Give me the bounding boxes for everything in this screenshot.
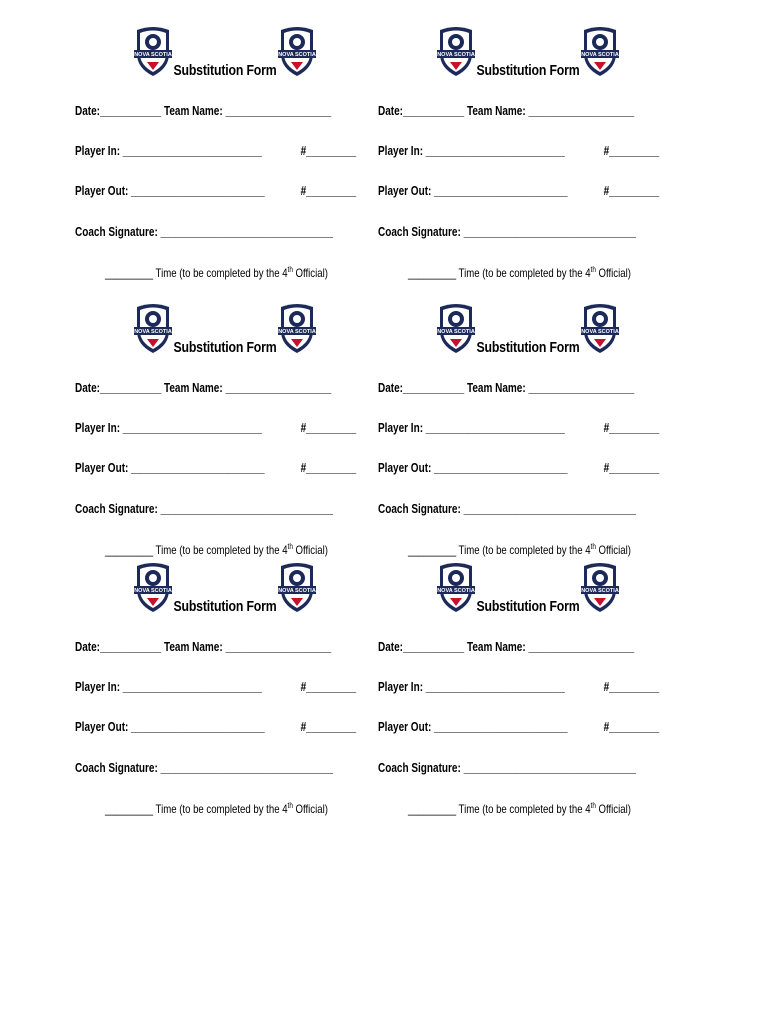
player-in-number (301, 680, 357, 694)
substitution-form (75, 24, 375, 284)
player-in-row (378, 680, 660, 694)
player-out-number (604, 184, 660, 198)
substitution-form (75, 301, 375, 561)
date-field[interactable]: ___________ (100, 381, 162, 395)
coach-signature-row (378, 502, 636, 516)
logo-wordmark: NOVA SCOTIA (581, 588, 619, 594)
player-in-field[interactable]: _________________________ (423, 680, 565, 694)
time-superscript: th (590, 542, 596, 551)
number-label: # (300, 421, 307, 435)
coach-signature-row (378, 761, 636, 775)
team-name-label: Team Name: (161, 104, 226, 118)
player-out-field[interactable]: ________________________ (434, 184, 568, 198)
coach-signature-field[interactable]: _______________________________ (160, 225, 333, 239)
logo-wordmark: NOVA SCOTIA (134, 329, 172, 335)
time-superscript: th (287, 265, 293, 274)
coach-signature-field[interactable]: _______________________________ (463, 225, 636, 239)
coach-signature-row (75, 225, 333, 239)
player-in-field[interactable]: _________________________ (120, 421, 262, 435)
number-field[interactable]: _________ (609, 421, 660, 435)
coach-signature-label: Coach Signature: (378, 225, 464, 239)
time-superscript: th (287, 542, 293, 551)
player-out-row (75, 720, 357, 734)
logo-wordmark: NOVA SCOTIA (581, 329, 619, 335)
player-in-row (378, 421, 660, 435)
substitution-form (378, 301, 678, 561)
team-name-label: Team Name: (464, 381, 529, 395)
time-field[interactable]: _________ (105, 266, 154, 280)
player-out-number (301, 461, 357, 475)
team-name-field[interactable]: ___________________ (225, 381, 332, 395)
time-label-end: Official) (595, 266, 631, 280)
time-row (408, 542, 631, 557)
form-title: Substitution Form (476, 62, 580, 79)
player-in-label: Player In: (378, 680, 424, 694)
date-label: Date: (378, 381, 404, 395)
logo-wordmark: NOVA SCOTIA (437, 329, 475, 335)
time-row (105, 801, 328, 816)
player-out-row (378, 461, 660, 475)
player-out-label: Player Out: (378, 184, 435, 198)
player-out-label: Player Out: (378, 461, 435, 475)
logo-wordmark: NOVA SCOTIA (581, 52, 619, 58)
time-label: Time (to be completed by the 4 (456, 802, 591, 816)
number-label: # (300, 144, 307, 158)
time-row (408, 265, 631, 280)
form-title: Substitution Form (173, 598, 277, 615)
number-label: # (603, 461, 610, 475)
player-in-label: Player In: (75, 144, 121, 158)
player-in-number (604, 421, 660, 435)
team-name-field[interactable]: ___________________ (528, 381, 635, 395)
number-field[interactable]: _________ (609, 461, 660, 475)
player-out-number (604, 461, 660, 475)
number-field[interactable]: _________ (609, 184, 660, 198)
coach-signature-label: Coach Signature: (75, 761, 161, 775)
player-in-number (604, 144, 660, 158)
number-field[interactable]: _________ (306, 720, 357, 734)
substitution-form (75, 560, 375, 820)
player-in-number (301, 144, 357, 158)
form-title: Substitution Form (173, 62, 277, 79)
number-label: # (300, 720, 307, 734)
time-label: Time (to be completed by the 4 (456, 266, 591, 280)
number-label: # (603, 680, 610, 694)
team-name-label: Team Name: (464, 104, 529, 118)
team-name-label: Team Name: (464, 640, 529, 654)
substitution-form (378, 560, 678, 820)
team-name-field[interactable]: ___________________ (528, 104, 635, 118)
player-out-field[interactable]: ________________________ (131, 461, 265, 475)
number-label: # (603, 144, 610, 158)
time-superscript: th (590, 801, 596, 810)
number-field[interactable]: _________ (306, 421, 357, 435)
time-label-end: Official) (292, 543, 328, 557)
date-team-row (75, 381, 332, 395)
number-field[interactable]: _________ (609, 144, 660, 158)
player-out-row (75, 184, 357, 198)
player-out-number (301, 184, 357, 198)
date-field[interactable]: ___________ (100, 640, 162, 654)
coach-signature-label: Coach Signature: (378, 761, 464, 775)
player-out-field[interactable]: ________________________ (131, 720, 265, 734)
time-field[interactable]: _________ (408, 802, 457, 816)
number-label: # (603, 184, 610, 198)
number-field[interactable]: _________ (306, 144, 357, 158)
date-label: Date: (378, 640, 404, 654)
coach-signature-label: Coach Signature: (75, 502, 161, 516)
time-field[interactable]: _________ (408, 543, 457, 557)
player-in-field[interactable]: _________________________ (423, 144, 565, 158)
player-in-label: Player In: (75, 680, 121, 694)
form-title: Substitution Form (476, 339, 580, 356)
date-team-row (75, 640, 332, 654)
time-label: Time (to be completed by the 4 (153, 802, 288, 816)
date-field[interactable]: ___________ (100, 104, 162, 118)
player-in-field[interactable]: _________________________ (120, 680, 262, 694)
logo-wordmark: NOVA SCOTIA (278, 329, 316, 335)
date-label: Date: (75, 381, 101, 395)
coach-signature-field[interactable]: _______________________________ (160, 502, 333, 516)
player-in-number (301, 421, 357, 435)
time-row (105, 542, 328, 557)
time-row (105, 265, 328, 280)
logo-wordmark: NOVA SCOTIA (437, 52, 475, 58)
substitution-form (378, 24, 678, 284)
player-in-number (604, 680, 660, 694)
time-superscript: th (590, 265, 596, 274)
coach-signature-row (75, 761, 333, 775)
team-name-field[interactable]: ___________________ (528, 640, 635, 654)
number-field[interactable]: _________ (609, 680, 660, 694)
number-field[interactable]: _________ (306, 680, 357, 694)
player-in-field[interactable]: _________________________ (120, 144, 262, 158)
date-team-row (75, 104, 332, 118)
number-field[interactable]: _________ (609, 720, 660, 734)
coach-signature-field[interactable]: _______________________________ (160, 761, 333, 775)
logo-wordmark: NOVA SCOTIA (134, 588, 172, 594)
time-label-end: Official) (292, 802, 328, 816)
logo-wordmark: NOVA SCOTIA (278, 52, 316, 58)
number-label: # (603, 720, 610, 734)
player-in-label: Player In: (378, 421, 424, 435)
team-name-label: Team Name: (161, 640, 226, 654)
form-title: Substitution Form (476, 598, 580, 615)
date-label: Date: (75, 104, 101, 118)
number-label: # (300, 461, 307, 475)
player-in-row (75, 680, 357, 694)
time-label-end: Official) (595, 802, 631, 816)
coach-signature-field[interactable]: _______________________________ (463, 761, 636, 775)
form-title: Substitution Form (173, 339, 277, 356)
date-label: Date: (75, 640, 101, 654)
time-field[interactable]: _________ (408, 266, 457, 280)
time-field[interactable]: _________ (105, 543, 154, 557)
date-team-row (378, 381, 635, 395)
player-out-label: Player Out: (75, 461, 132, 475)
player-in-label: Player In: (378, 144, 424, 158)
time-label: Time (to be completed by the 4 (456, 543, 591, 557)
player-out-label: Player Out: (75, 720, 132, 734)
date-label: Date: (378, 104, 404, 118)
date-team-row (378, 640, 635, 654)
time-label-end: Official) (292, 266, 328, 280)
date-field[interactable]: ___________ (403, 104, 465, 118)
player-in-field[interactable]: _________________________ (423, 421, 565, 435)
logo-wordmark: NOVA SCOTIA (134, 52, 172, 58)
team-name-label: Team Name: (161, 381, 226, 395)
player-out-number (604, 720, 660, 734)
player-in-row (75, 421, 357, 435)
player-out-row (75, 461, 357, 475)
player-out-number (301, 720, 357, 734)
date-field[interactable]: ___________ (403, 381, 465, 395)
date-field[interactable]: ___________ (403, 640, 465, 654)
time-superscript: th (287, 801, 293, 810)
time-label-end: Official) (595, 543, 631, 557)
player-out-label: Player Out: (75, 184, 132, 198)
player-in-label: Player In: (75, 421, 121, 435)
time-label: Time (to be completed by the 4 (153, 543, 288, 557)
player-out-field[interactable]: ________________________ (131, 184, 265, 198)
logo-wordmark: NOVA SCOTIA (437, 588, 475, 594)
coach-signature-field[interactable]: _______________________________ (463, 502, 636, 516)
logo-wordmark: NOVA SCOTIA (278, 588, 316, 594)
player-out-field[interactable]: ________________________ (434, 720, 568, 734)
player-out-row (378, 184, 660, 198)
number-label: # (300, 184, 307, 198)
time-field[interactable]: _________ (105, 802, 154, 816)
player-out-label: Player Out: (378, 720, 435, 734)
coach-signature-row (378, 225, 636, 239)
team-name-field[interactable]: ___________________ (225, 640, 332, 654)
player-in-row (75, 144, 357, 158)
time-row (408, 801, 631, 816)
team-name-field[interactable]: ___________________ (225, 104, 332, 118)
date-team-row (378, 104, 635, 118)
number-label: # (603, 421, 610, 435)
player-out-field[interactable]: ________________________ (434, 461, 568, 475)
player-in-row (378, 144, 660, 158)
time-label: Time (to be completed by the 4 (153, 266, 288, 280)
coach-signature-row (75, 502, 333, 516)
player-out-row (378, 720, 660, 734)
number-label: # (300, 680, 307, 694)
number-field[interactable]: _________ (306, 461, 357, 475)
number-field[interactable]: _________ (306, 184, 357, 198)
coach-signature-label: Coach Signature: (75, 225, 161, 239)
coach-signature-label: Coach Signature: (378, 502, 464, 516)
